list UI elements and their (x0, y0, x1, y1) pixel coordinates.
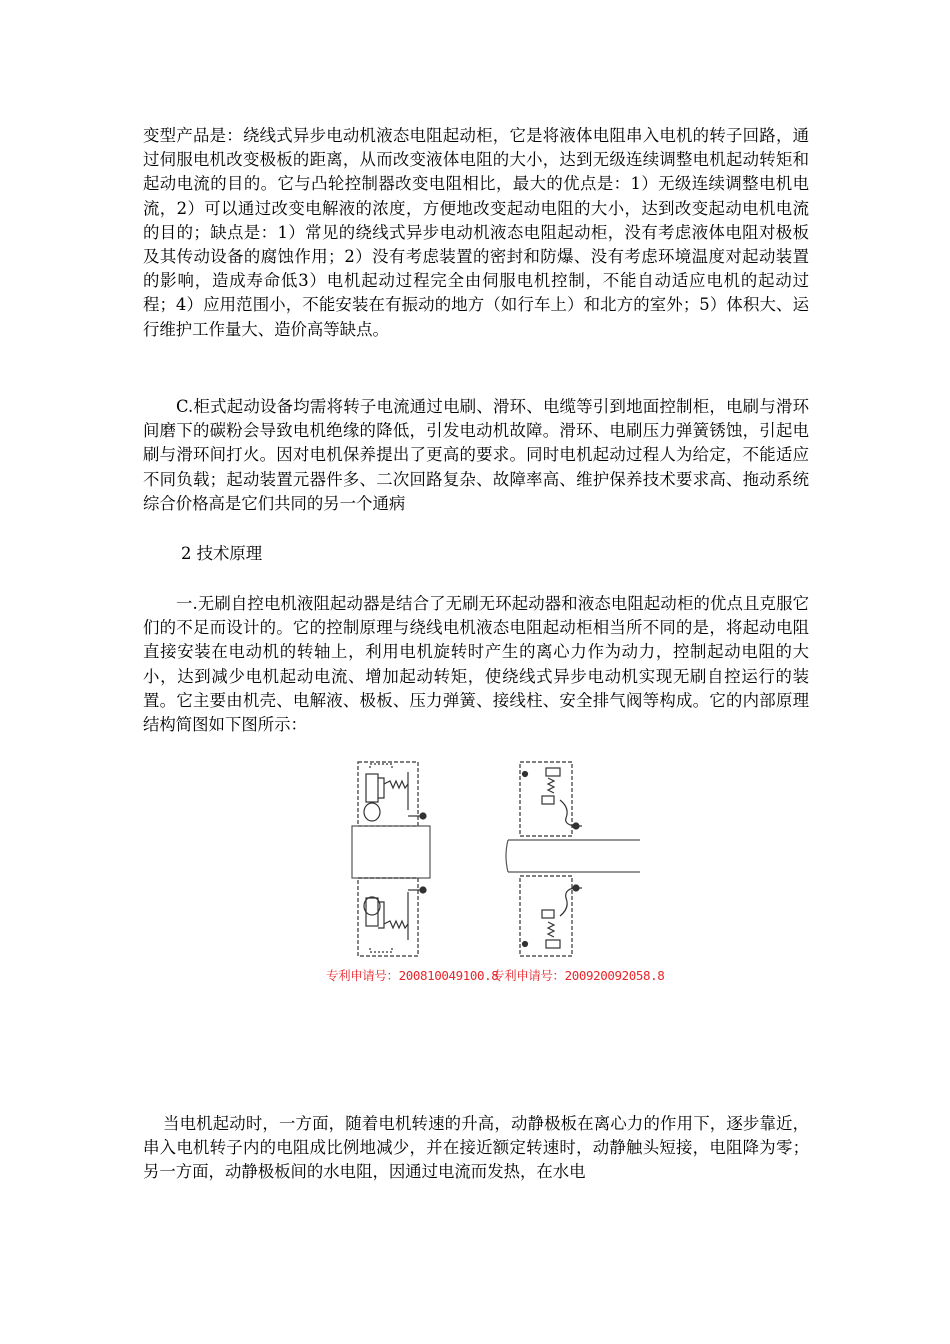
structure-diagram (320, 760, 640, 990)
right-device-diagram (506, 762, 640, 956)
paragraph-principle: 一.无刷自控电机液阻起动器是结合了无刷无环起动器和液态电阻起动柜的优点且克服它们的不足而设计的。它的控制原理与绕线电机液态电阻起动柜相当所不同的是，将起动电阻直接安装在电动机的转轴上，利用电机旋转时产生的离心力作为动力，控制起动电阻的大小，达到减少电机起动电流、增加起动转矩，使绕线式异步电动机实现无刷自控运行的装置。它主要由机壳、电解液、极板、压力弹簧、接线柱、安全排气阀等构成。它的内部原理结构简图如下图所示： (143, 594, 809, 735)
paragraph-disadvantages: 变型产品是：绕线式异步电动机液态电阻起动柜，它是将液体电阻串入电机的转子回路，通过伺服电机改变极板的距离，从而改变液体电阻的大小，达到无级连续调整电机起动转矩和起动电流的目的。它与凸轮控制器改变电阻相比，最大的优点是：1）无级连续调整电机电流，2）可以通过改变电解液的浓度，方便地改变起动电阻的大小，达到改变起动电机电流的目的；缺点是：1）常见的绕线式异步电动机液态电阻起动柜，没有考虑液体电阻对极板及其传动设备的腐蚀作用；2）没有考虑装置的密封和防爆、没有考虑环境温度对起动装置的影响，造成寿命低3）电机起动过程完全由伺服电机控制，不能自动适应电机的起动过程；4）应用范围小，不能安装在有振动的地方（如行车上）和北方的室外；5）体积大、运行维护工作量大、造价高等缺点。 (143, 126, 809, 339)
paragraph-cabinet-starter: C.柜式起动设备均需将转子电流通过电刷、滑环、电缆等引到地面控制柜，电刷与滑环间磨下的碳粉会导致电机绝缘的降低，引发电动机故障。滑环、电刷压力弹簧锈蚀，引起电刷与滑环间打火。因对电机保养提出了更高的要求。同时电机起动过程人为给定，不能适应不同负载；起动装置元器件多、二次回路复杂、故障率高、维护保养技术要求高、拖动系统综合价格高是它们共同的另一个通病 (143, 397, 809, 513)
section-heading: 2 技术原理 (181, 544, 263, 563)
structure-diagram-figure (320, 760, 665, 990)
left-device-diagram (352, 762, 430, 956)
paragraph-startup-process: 当电机起动时，一方面，随着电机转速的升高，动静极板在离心力的作用下，逐步靠近，串入电机转子内的电阻成比例地减少，并在接近额定转速时，动静触头短接，电阻降为零；另一方面，动静极板间的水电阻，因通过电流而发热，在水电 (143, 1114, 809, 1182)
patent-number-caption-right: 专利申请号：200920092058.8 (492, 968, 665, 983)
patent-number-caption-left: 专利申请号：200810049100.8 (326, 968, 499, 983)
